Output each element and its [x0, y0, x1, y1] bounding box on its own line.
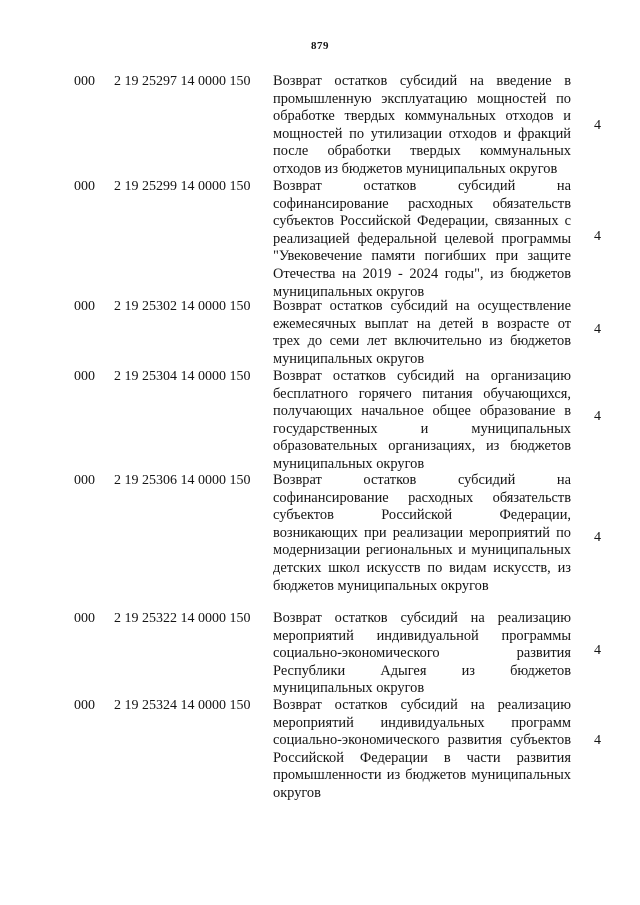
row-value: 4 [594, 643, 601, 658]
budget-code: 2 19 25297 14 0000 150 [114, 74, 251, 89]
admin-code: 000 [74, 611, 95, 626]
budget-code: 2 19 25302 14 0000 150 [114, 299, 251, 314]
row-description: Возврат остатков субсидий на реализацию мероприятий индивидуальных программ социально-экономического развития субъектов Российской Федерации в части развития промышленности из бюджетов муниципальных округов [273, 697, 571, 801]
row-description: Возврат остатков субсидий на софинансирование расходных обязательств субъектов Российской Федерации, возникающих при реализации мероприятий по модернизации региональных и муниципальных детских школ искусств по видам искусств, из бюджетов муниципальных округов [273, 472, 571, 594]
row-value: 4 [594, 118, 601, 133]
page-number: 879 [311, 40, 329, 52]
admin-code: 000 [74, 369, 95, 384]
row-description: Возврат остатков субсидий на организацию бесплатного горячего питания обучающихся, получающих начальное общее образование в государственных и муниципальных образовательных организациях, из бюджетов муниципальных округов [273, 368, 571, 472]
admin-code: 000 [74, 179, 95, 194]
row-value: 4 [594, 530, 601, 545]
budget-code: 2 19 25306 14 0000 150 [114, 473, 251, 488]
row-description: Возврат остатков субсидий на софинансирование расходных обязательств субъектов Российской Федерации, связанных с реализацией федеральной целевой программы "Увековечение памяти погибших при защите Отечества на 2019 - 2024 годы", из бюджетов муниципальных округов [273, 178, 571, 300]
budget-code: 2 19 25322 14 0000 150 [114, 611, 251, 626]
row-value: 4 [594, 229, 601, 244]
admin-code: 000 [74, 473, 95, 488]
admin-code: 000 [74, 74, 95, 89]
row-value: 4 [594, 409, 601, 424]
admin-code: 000 [74, 299, 95, 314]
row-value: 4 [594, 322, 601, 337]
row-value: 4 [594, 733, 601, 748]
budget-code: 2 19 25299 14 0000 150 [114, 179, 251, 194]
row-description: Возврат остатков субсидий на осуществление ежемесячных выплат на детей в возрасте от трех до семи лет включительно из бюджетов муниципальных округов [273, 298, 571, 367]
row-description: Возврат остатков субсидий на реализацию мероприятий индивидуальной программы социально-экономического развития Республики Адыгея из бюджетов муниципальных округов [273, 610, 571, 697]
budget-code: 2 19 25324 14 0000 150 [114, 698, 251, 713]
admin-code: 000 [74, 698, 95, 713]
row-description: Возврат остатков субсидий на введение в промышленную эксплуатацию мощностей по обработке твердых коммунальных отходов и мощностей по утилизации отходов и фракций после обработки твердых коммунальных отходов из бюджетов муниципальных округов [273, 73, 571, 177]
budget-code: 2 19 25304 14 0000 150 [114, 369, 251, 384]
